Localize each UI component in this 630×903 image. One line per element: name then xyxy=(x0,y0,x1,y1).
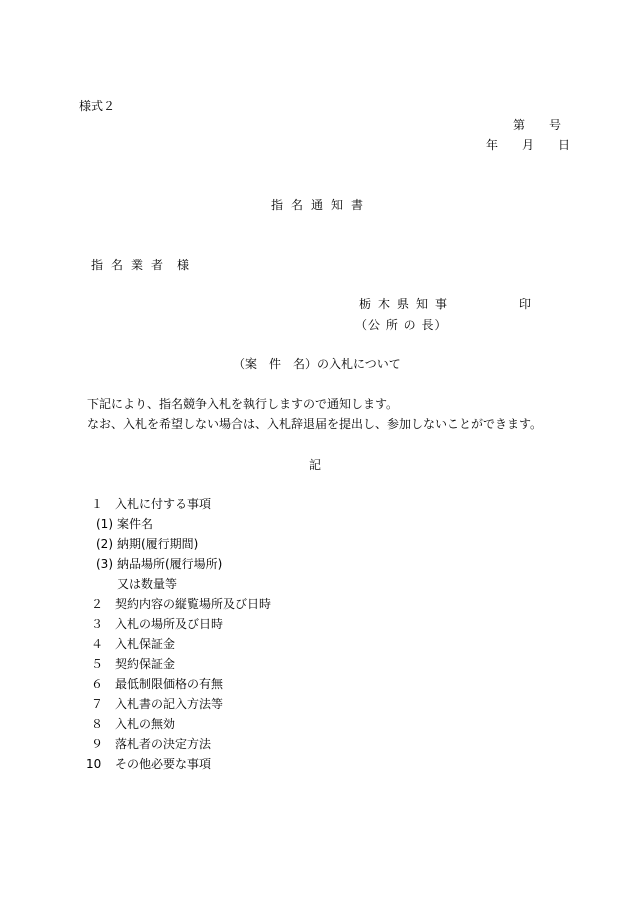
list-item-label: 入札保証金 xyxy=(115,637,176,651)
seal-mark: 印 xyxy=(519,297,532,311)
date-line: 年 月 日 xyxy=(486,138,577,152)
list-item-label: 入札の場所及び日時 xyxy=(115,617,224,631)
list-item-number: ８ xyxy=(91,717,104,731)
addressee-name: 指名業者 xyxy=(91,258,172,272)
list-item-label: 案件名 xyxy=(117,517,154,531)
list-item-label: 納品場所(履行場所) xyxy=(117,557,223,571)
list-item-number: ４ xyxy=(91,637,104,651)
number-line: 第 号 xyxy=(513,118,568,132)
list-item-number: ９ xyxy=(91,737,104,751)
list-item-number: ５ xyxy=(91,657,104,671)
list-item-number: ６ xyxy=(91,677,104,691)
list-item-label: 入札に付する事項 xyxy=(115,497,212,511)
body-line-2: なお、入札を希望しない場合は、入札辞退届を提出し、参加しないことができます。 xyxy=(87,417,543,431)
list-item-label: 契約保証金 xyxy=(115,657,176,671)
list-item-label: 契約内容の縦覧場所及び日時 xyxy=(115,597,272,611)
subject-line: （案 件 名）の入札について xyxy=(233,357,401,371)
sender-office-head: （公 所 の 長） xyxy=(355,318,448,332)
list-item-label: 入札の無効 xyxy=(115,717,176,731)
ki-heading: 記 xyxy=(309,458,322,472)
list-item-label: その他必要な事項 xyxy=(115,757,212,771)
list-item-number: ７ xyxy=(91,697,104,711)
list-item-number: １ xyxy=(91,497,104,511)
list-item-number: (3) xyxy=(96,557,113,571)
list-item-number: (2) xyxy=(96,537,113,551)
list-item-number: 10 xyxy=(86,757,102,771)
addressee-honorific: 様 xyxy=(177,258,190,272)
document-title: 指名通知書 xyxy=(271,198,372,212)
list-item-label: 納期(履行期間) xyxy=(117,537,199,551)
list-item-label: 入札書の記入方法等 xyxy=(115,697,224,711)
list-item-number: ２ xyxy=(91,597,104,611)
sender-governor: 栃木県知事 xyxy=(359,297,455,311)
body-line-1: 下記により、指名競争入札を執行しますので通知します。 xyxy=(87,397,399,411)
list-item-label: 又は数量等 xyxy=(117,577,178,591)
list-item-number: ３ xyxy=(91,617,104,631)
list-item-label: 落札者の決定方法 xyxy=(115,737,212,751)
form-label: 様式２ xyxy=(79,99,116,113)
list-item-number: (1) xyxy=(96,517,113,531)
list-item-label: 最低制限価格の有無 xyxy=(115,677,224,691)
